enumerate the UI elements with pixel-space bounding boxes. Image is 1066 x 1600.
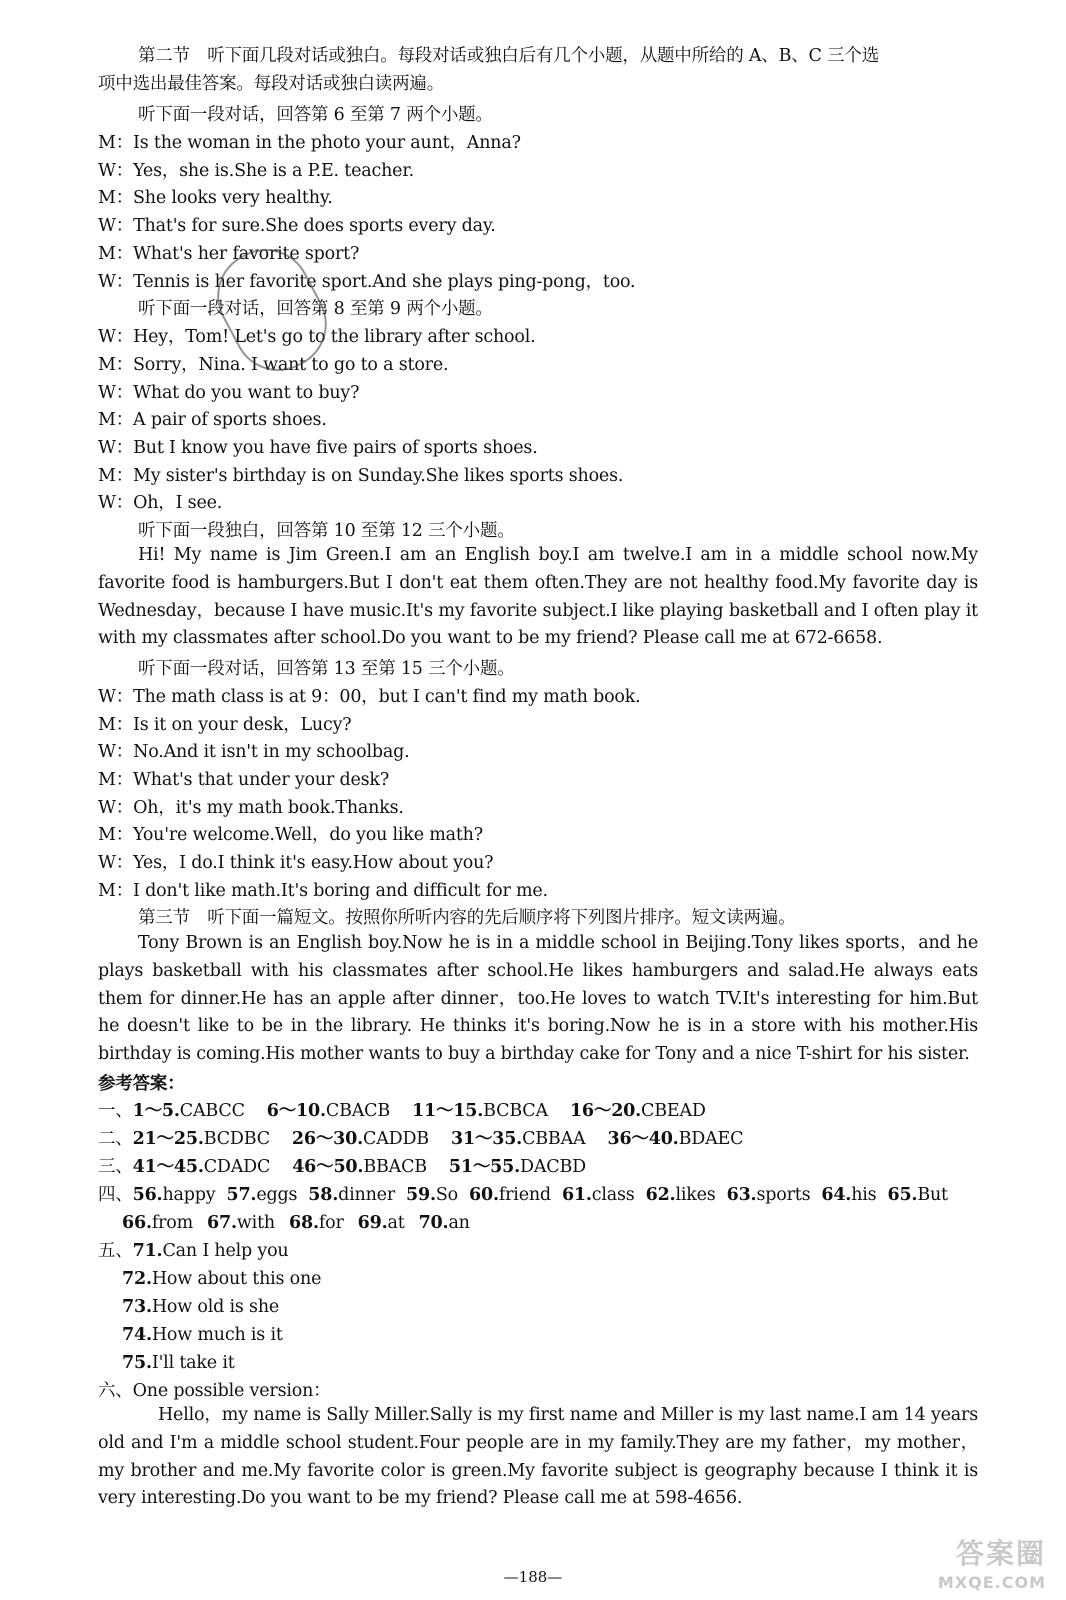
dialogue-line: W：Hey，Tom! Let's go to the library after school. bbox=[98, 327, 536, 347]
answers-part4-row2: 66.from 67.with 68.for 69.at 70.an bbox=[122, 1213, 470, 1233]
section3-passage: Tony Brown is an English boy.Now he is in a middle school in Beijing.Tony likes sports，and he plays basketball with his classmates after school.He likes hamburgers and salad.He always eats them for dinner.He has an apple after dinner，too.He loves to watch TV.It's interesting for him.But he doesn't like to be in the library. He thinks it's boring.Now he is in a store with his mother.His birthday is coming.His mother wants to buy a birthday cake for Tony and a nice T-shirt for his sister. bbox=[98, 933, 978, 1065]
dialogue-line: M：She looks very healthy. bbox=[98, 188, 333, 208]
answers-part2: 二、21～25.BCDBC 26～30.CADDB 31～35.CBBAA 36～40.BDAEC bbox=[98, 1129, 744, 1149]
part-label: 四、 bbox=[98, 1185, 133, 1205]
answers-part5-item: 73.How old is she bbox=[122, 1297, 280, 1317]
answers-part5-item: 75.I'll take it bbox=[122, 1353, 235, 1373]
dialogue-line: M：Is it on your desk，Lucy? bbox=[98, 715, 352, 735]
answers-part4-row1: 四、56.happy 57.eggs 58.dinner 59.So 60.friend 61.class 62.likes 63.sports 64.his 65.But bbox=[98, 1185, 948, 1205]
dialogue-line: M：What's that under your desk? bbox=[98, 770, 390, 790]
dialogue-line: M：I don't like math.It's boring and difficult for me. bbox=[98, 881, 548, 901]
watermark-site: MXQE.COM bbox=[937, 1573, 1046, 1592]
answers-part6-title: 六、One possible version： bbox=[98, 1381, 331, 1401]
dialogue-line: W：Yes，she is.She is a P.E. teacher. bbox=[98, 161, 414, 181]
sample-composition: Hello，my name is Sally Miller.Sally is my first name and Miller is my last name.I am 14 years old and I'm a middle school student.Four people are in my family.They are my father，my mother，my brother and me.My favorite color is green.My favorite subject is geography because I think it is very interesting.Do you want to be my friend? Please call me at 598-4656. bbox=[98, 1405, 978, 1509]
dialogue-line: W：Tennis is her favorite sport.And she plays ping-pong，too. bbox=[98, 272, 636, 292]
answers-part5-item: 74.How much is it bbox=[122, 1325, 283, 1345]
answers-heading: 参考答案： bbox=[98, 1074, 185, 1094]
dialogue-line: W：But I know you have five pairs of sports shoes. bbox=[98, 438, 538, 458]
monologue-intro: 听下面一段独白，回答第 10 至第 12 三个小题。 bbox=[138, 521, 515, 541]
part-label: 一、 bbox=[98, 1101, 133, 1121]
dialogue-line: M：My sister's birthday is on Sunday.She likes sports shoes. bbox=[98, 466, 624, 486]
dialogue-line: M：Sorry，Nina. I want to go to a store. bbox=[98, 355, 449, 375]
page-number: —188— bbox=[503, 1568, 563, 1586]
dialogue-line: W：No.And it isn't in my schoolbag. bbox=[98, 742, 410, 762]
dialogue3-intro: 听下面一段对话，回答第 13 至第 15 三个小题。 bbox=[138, 659, 515, 679]
watermark bbox=[886, 1532, 1046, 1592]
dialogue-line: W：Oh，it's my math book.Thanks. bbox=[98, 798, 404, 818]
dialogue1-intro: 听下面一段对话，回答第 6 至第 7 两个小题。 bbox=[138, 105, 493, 125]
section2-instruction-line2: 项中选出最佳答案。每段对话或独白读两遍。 bbox=[98, 74, 444, 94]
dialogue-line: W：What do you want to buy? bbox=[98, 383, 360, 403]
part-label: 六、 bbox=[98, 1381, 133, 1401]
section3-intro: 第三节 听下面一篇短文。按照你所听内容的先后顺序将下列图片排序。短文读两遍。 bbox=[138, 908, 796, 928]
dialogue-line: W：The math class is at 9：00，but I can't find my math book. bbox=[98, 687, 641, 707]
dialogue2-intro: 听下面一段对话，回答第 8 至第 9 两个小题。 bbox=[138, 299, 493, 319]
answers-part1: 一、1～5.CABCC 6～10.CBACB 11～15.BCBCA 16～20.CBEAD bbox=[98, 1101, 706, 1121]
answers-part5-item: 五、71.Can I help you bbox=[98, 1241, 289, 1261]
part-label: 三、 bbox=[98, 1157, 133, 1177]
answers-part3: 三、41～45.CDADC 46～50.BBACB 51～55.DACBD bbox=[98, 1157, 586, 1177]
dialogue-line: W：Oh，I see. bbox=[98, 493, 223, 513]
dialogue-line: M：A pair of sports shoes. bbox=[98, 410, 327, 430]
dialogue-line: M：What's her favorite sport? bbox=[98, 244, 360, 264]
monologue-text: Hi! My name is Jim Green.I am an English boy.I am twelve.I am in a middle school now.My favorite food is hamburgers.But I don't eat them often.They are not healthy food.My favorite day is Wednesday，because I have music.It's my favorite subject.I like playing basketball and I often play it with my classmates after school.Do you want to be my friend? Please call me at 672-6658. bbox=[98, 545, 978, 649]
dialogue-line: W：Yes，I do.I think it's easy.How about you? bbox=[98, 853, 494, 873]
answers-part5-item: 72.How about this one bbox=[122, 1269, 322, 1289]
dialogue-line: W：That's for sure.She does sports every day. bbox=[98, 216, 496, 236]
dialogue-line: M：You're welcome.Well，do you like math? bbox=[98, 825, 483, 845]
watermark-logo: 答案圈 bbox=[955, 1537, 1046, 1570]
section2-instruction-line1: 第二节 听下面几段对话或独白。每段对话或独白后有几个小题，从题中所给的 A、B、C 三个选 bbox=[138, 46, 880, 66]
part-label: 五、 bbox=[98, 1241, 133, 1261]
dialogue-line: M：Is the woman in the photo your aunt，Anna? bbox=[98, 133, 521, 153]
part-label: 二、 bbox=[98, 1129, 133, 1149]
